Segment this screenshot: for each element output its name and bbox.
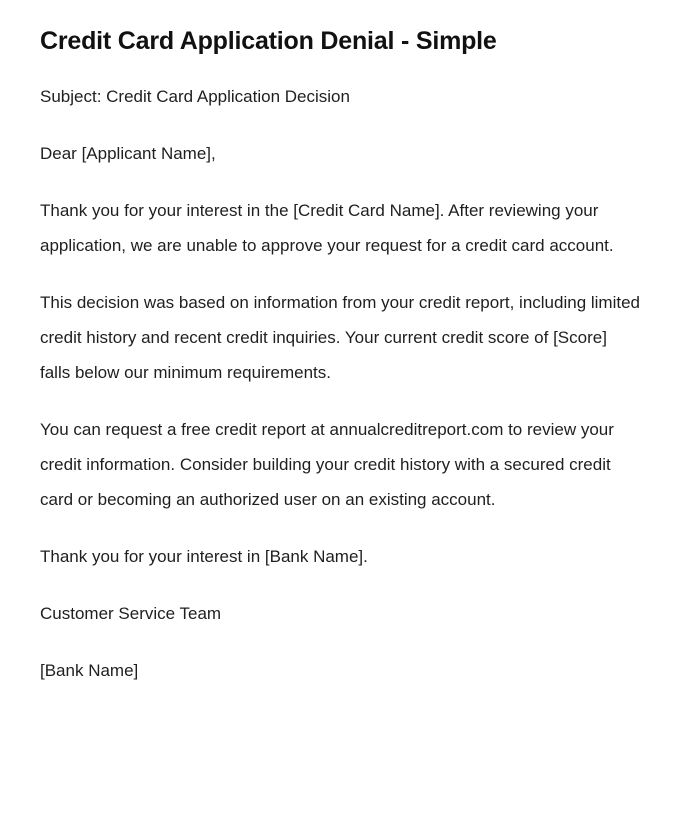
paragraph-signature-team: Customer Service Team [40, 604, 222, 624]
page-title: Credit Card Application Denial - Simple [40, 27, 497, 55]
paragraph-credit-report-info: You can request a free credit report at annualcreditreport.com to review your credit information. Consider building your credit history with a secured credit card or becoming an authorized user on an existing account. [40, 420, 614, 510]
paragraph-salutation: Dear [Applicant Name], [40, 144, 216, 164]
paragraph-closing-thanks: Thank you for your interest in [Bank Name]. [40, 547, 368, 567]
paragraph-signature-bank: [Bank Name] [40, 661, 139, 681]
paragraph-reasons: This decision was based on information from your credit report, including limited credit history and recent credit inquiries. Your current credit score of [Score] falls below our minimum requirements. [40, 293, 640, 383]
paragraph-decision: Thank you for your interest in the [Credit Card Name]. After reviewing your application, we are unable to approve your request for a credit card account. [40, 201, 614, 256]
paragraph-subject: Subject: Credit Card Application Decision [40, 87, 350, 107]
